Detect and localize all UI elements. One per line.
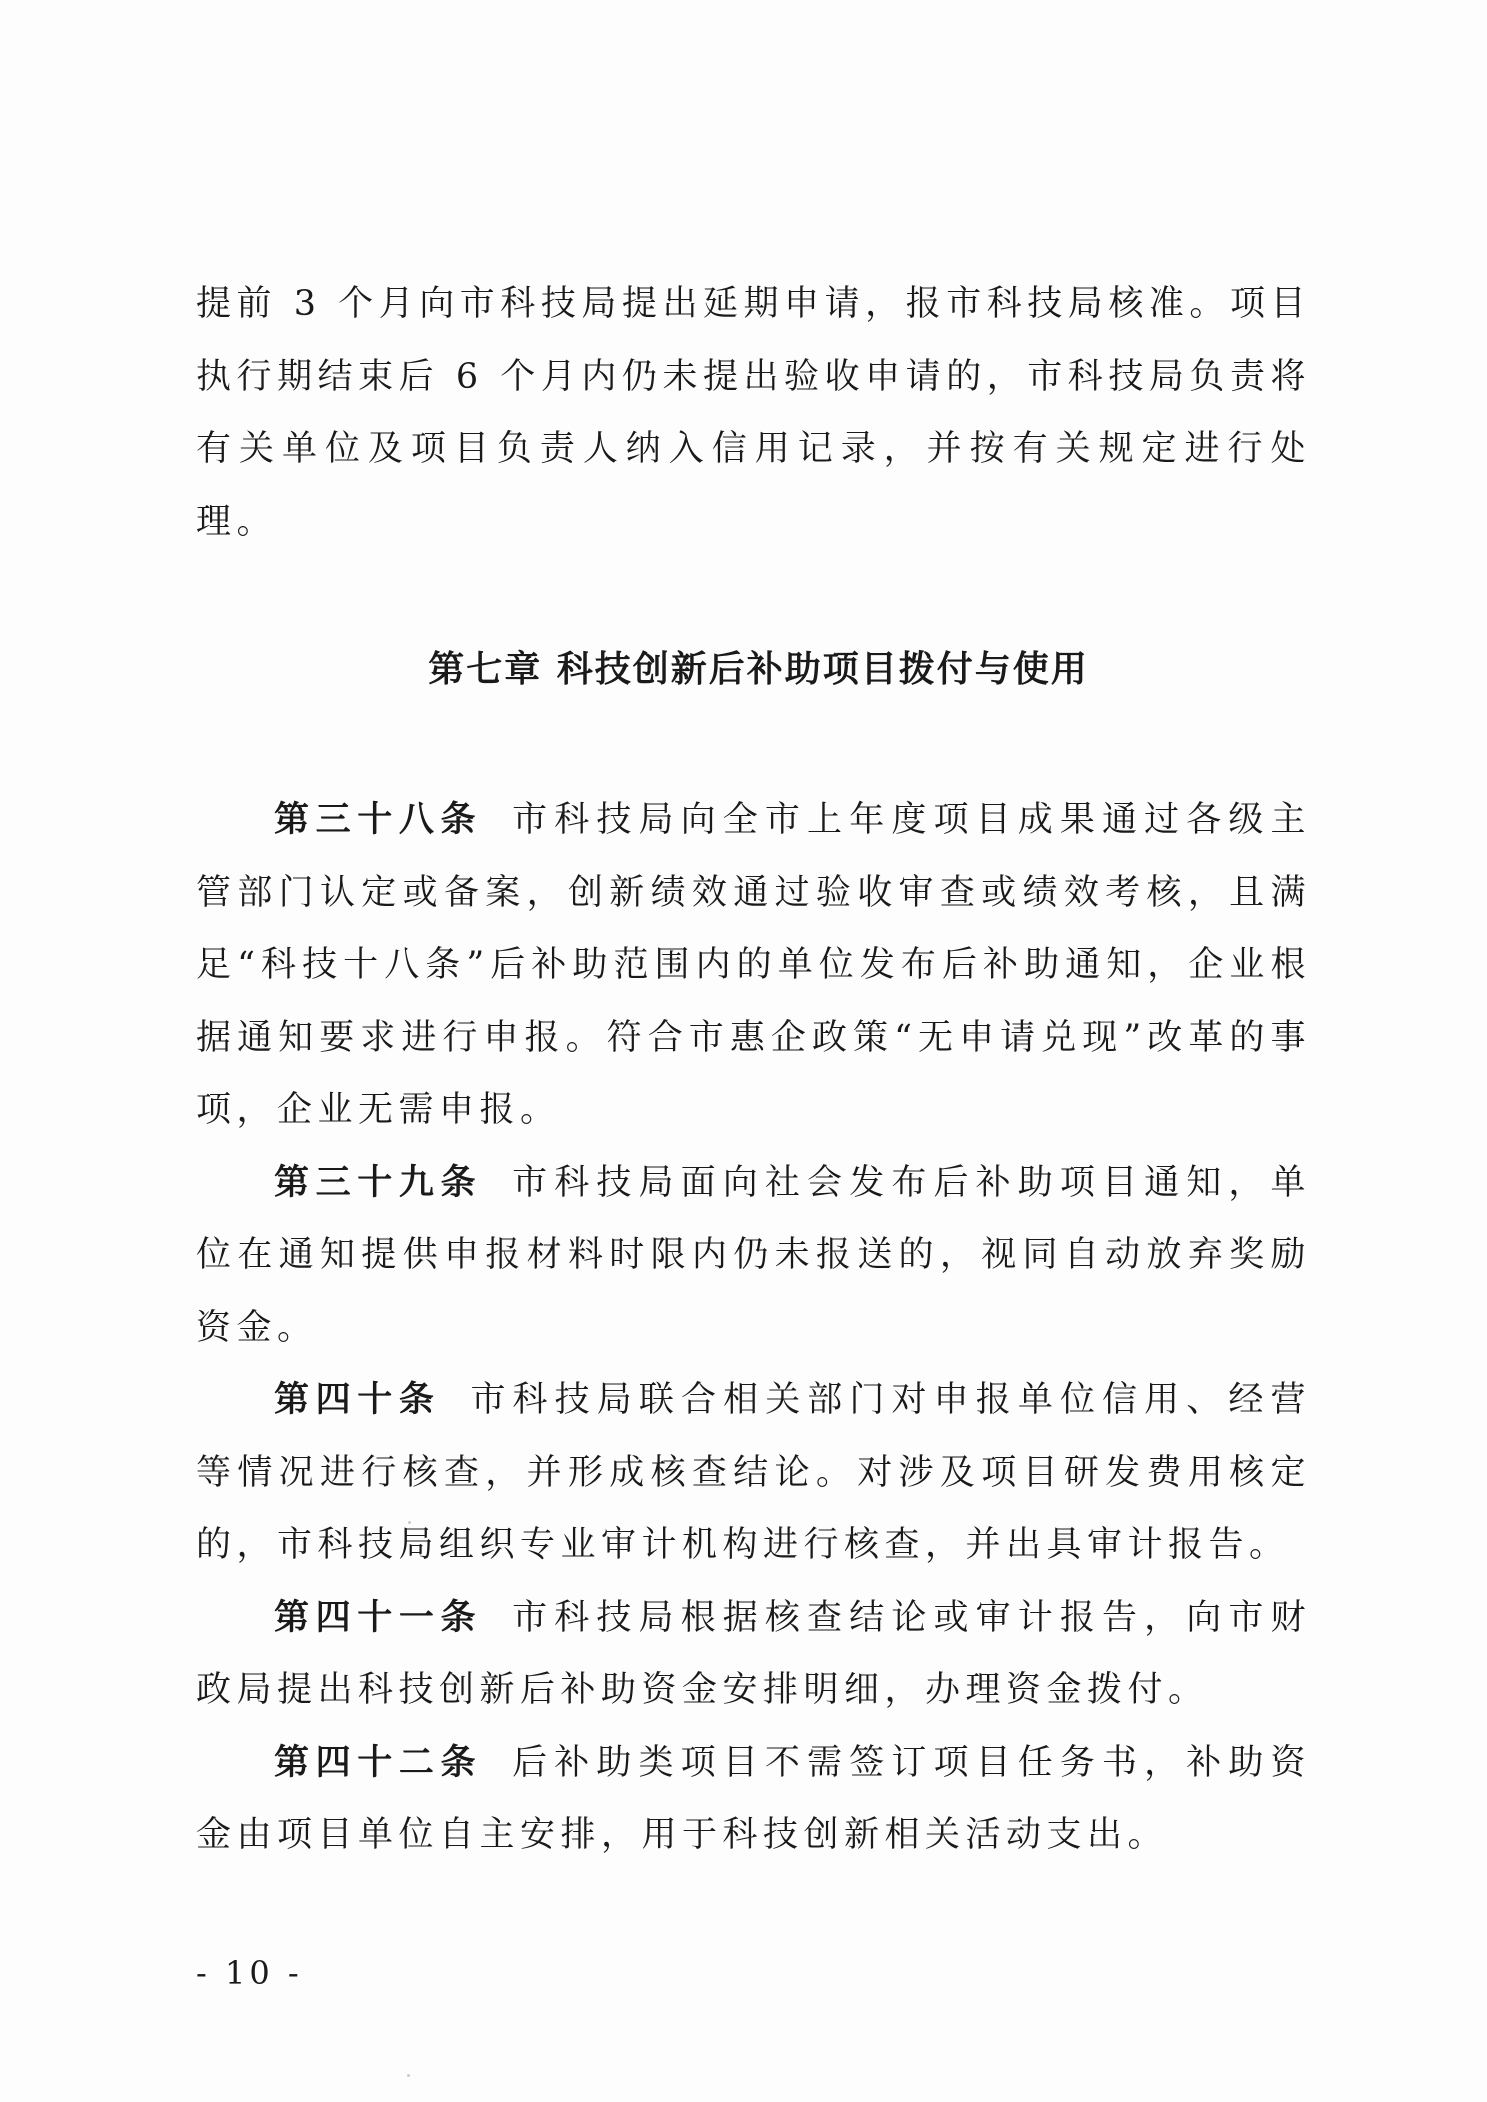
article-text: 后补助类项目不需签订项目任务书，补助资金由项目单位自主安排，用于科技创新相关活动支出。	[196, 1742, 1311, 1855]
article-39	[196, 1147, 1311, 1365]
intro-paragraph: 提前 3 个月向市科技局提出延期申请，报市科技局核准。项目执行期结束后 6 个月内仍未提出验收申请的，市科技局负责将有关单位及项目负责人纳入信用记录，并按有关规定进行处理。	[196, 284, 1311, 542]
scan-speck	[407, 2074, 410, 2077]
article-number: 第三十八条	[274, 800, 483, 840]
chapter-title: 第七章 科技创新后补助项目拨付与使用	[428, 649, 1089, 690]
article-text: 市科技局根据核查结论或审计报告，向市财政局提出科技创新后补助资金安排明细，办理资金拨付。	[196, 1597, 1311, 1710]
article-42	[196, 1727, 1311, 1872]
scan-speck	[408, 1521, 411, 1524]
document-body	[196, 268, 1311, 1872]
article-40	[196, 1364, 1311, 1582]
article-number: 第三十九条	[274, 1162, 483, 1203]
article-38	[196, 784, 1311, 1147]
article-text: 市科技局面向社会发布后补助项目通知，单位在通知提供申报材料时限内仍未报送的，视同自动放弃奖励资金。	[196, 1162, 1311, 1348]
article-text: 市科技局联合相关部门对申报单位信用、经营等情况进行核查，并形成核查结论。对涉及项目研发费用核定的，市科技局组织专业审计机构进行核查，并出具审计报告。	[196, 1380, 1311, 1565]
article-text: 市科技局向全市上年度项目成果通过各级主管部门认定或备案，创新绩效通过验收审查或绩效考核，且满足“科技十八条”后补助范围内的单位发布后补助通知，企业根据通知要求进行申报。符合市惠企政策“无申请兑现”改革的事项，企业无需申报。	[196, 800, 1311, 1130]
article-number: 第四十一条	[274, 1597, 483, 1638]
article-41	[196, 1582, 1311, 1727]
page-number: - 10 -	[196, 1954, 303, 1992]
article-number: 第四十二条	[274, 1742, 483, 1783]
article-number: 第四十条	[274, 1380, 441, 1420]
